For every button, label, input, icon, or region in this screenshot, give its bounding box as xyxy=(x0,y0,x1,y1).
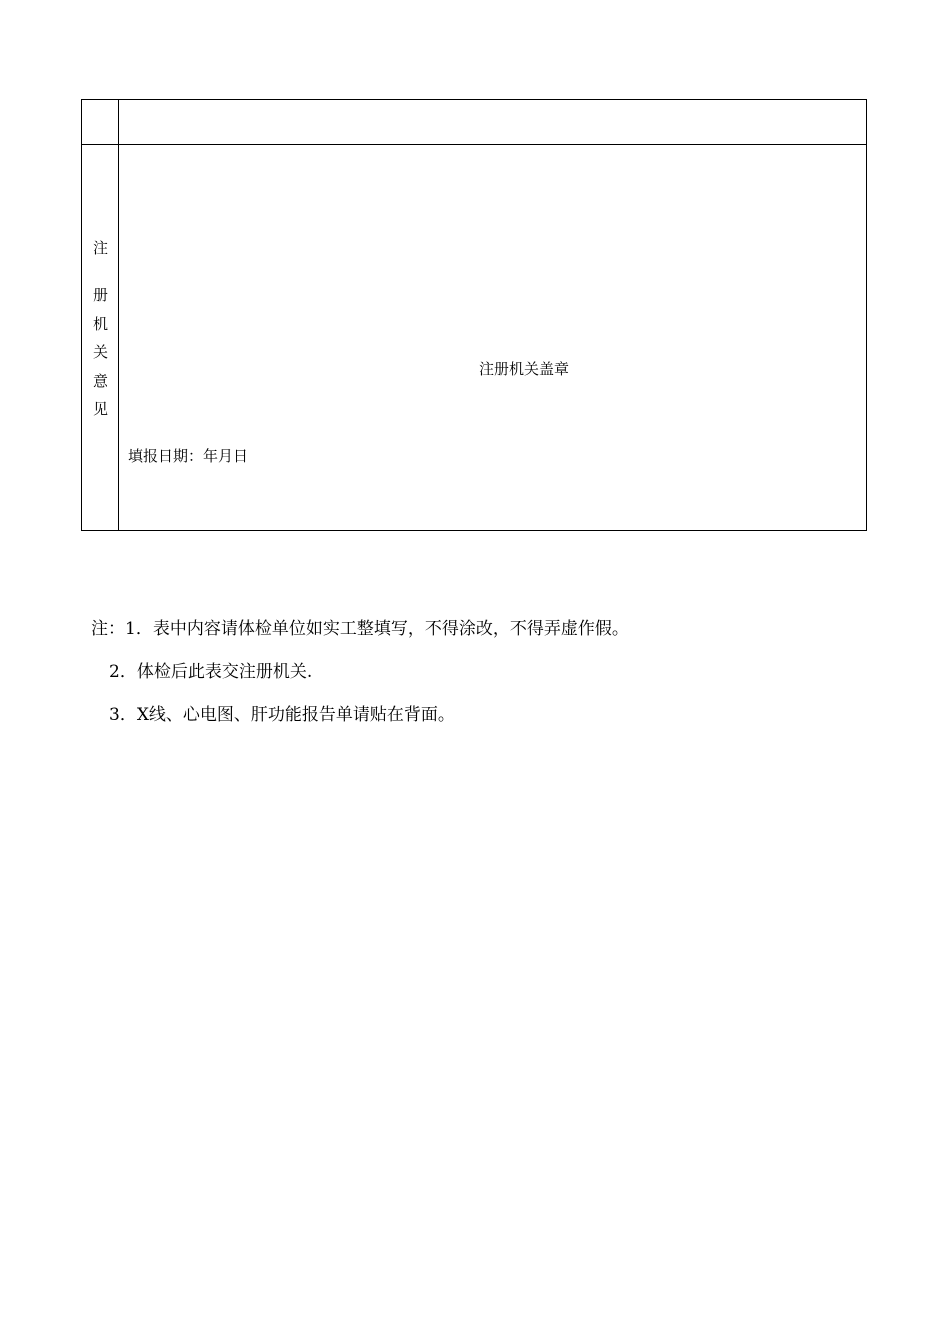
fill-date-label: 填报日期：年月日 xyxy=(128,447,249,465)
opinion-content-cell xyxy=(119,145,867,531)
empty-content-cell xyxy=(119,100,867,145)
opinion-label-vertical xyxy=(82,281,119,424)
opinion-label-first-char: 注 xyxy=(92,239,108,257)
table-row-registration-opinion xyxy=(82,145,867,531)
opinion-label-char: 关 xyxy=(92,343,108,361)
note-line-2: 2．体检后此表交注册机关. xyxy=(109,662,313,682)
seal-label: 注册机关盖章 xyxy=(479,360,570,378)
opinion-label-char: 册 xyxy=(92,286,108,304)
opinion-label-char: 机 xyxy=(92,314,108,333)
opinion-label-cell xyxy=(82,145,119,531)
notes-section xyxy=(91,618,629,747)
registration-form-table xyxy=(81,99,867,531)
empty-label-cell xyxy=(82,100,119,145)
note-line-1: 注：1．表中内容请体检单位如实工整填写，不得涂改，不得弄虚作假。 xyxy=(91,619,629,639)
table-row-empty xyxy=(82,100,867,145)
opinion-label-char: 见 xyxy=(92,400,108,418)
note-line-3: 3．X线、心电图、肝功能报告单请贴在背面。 xyxy=(109,705,455,725)
opinion-label-char: 意 xyxy=(92,371,108,390)
